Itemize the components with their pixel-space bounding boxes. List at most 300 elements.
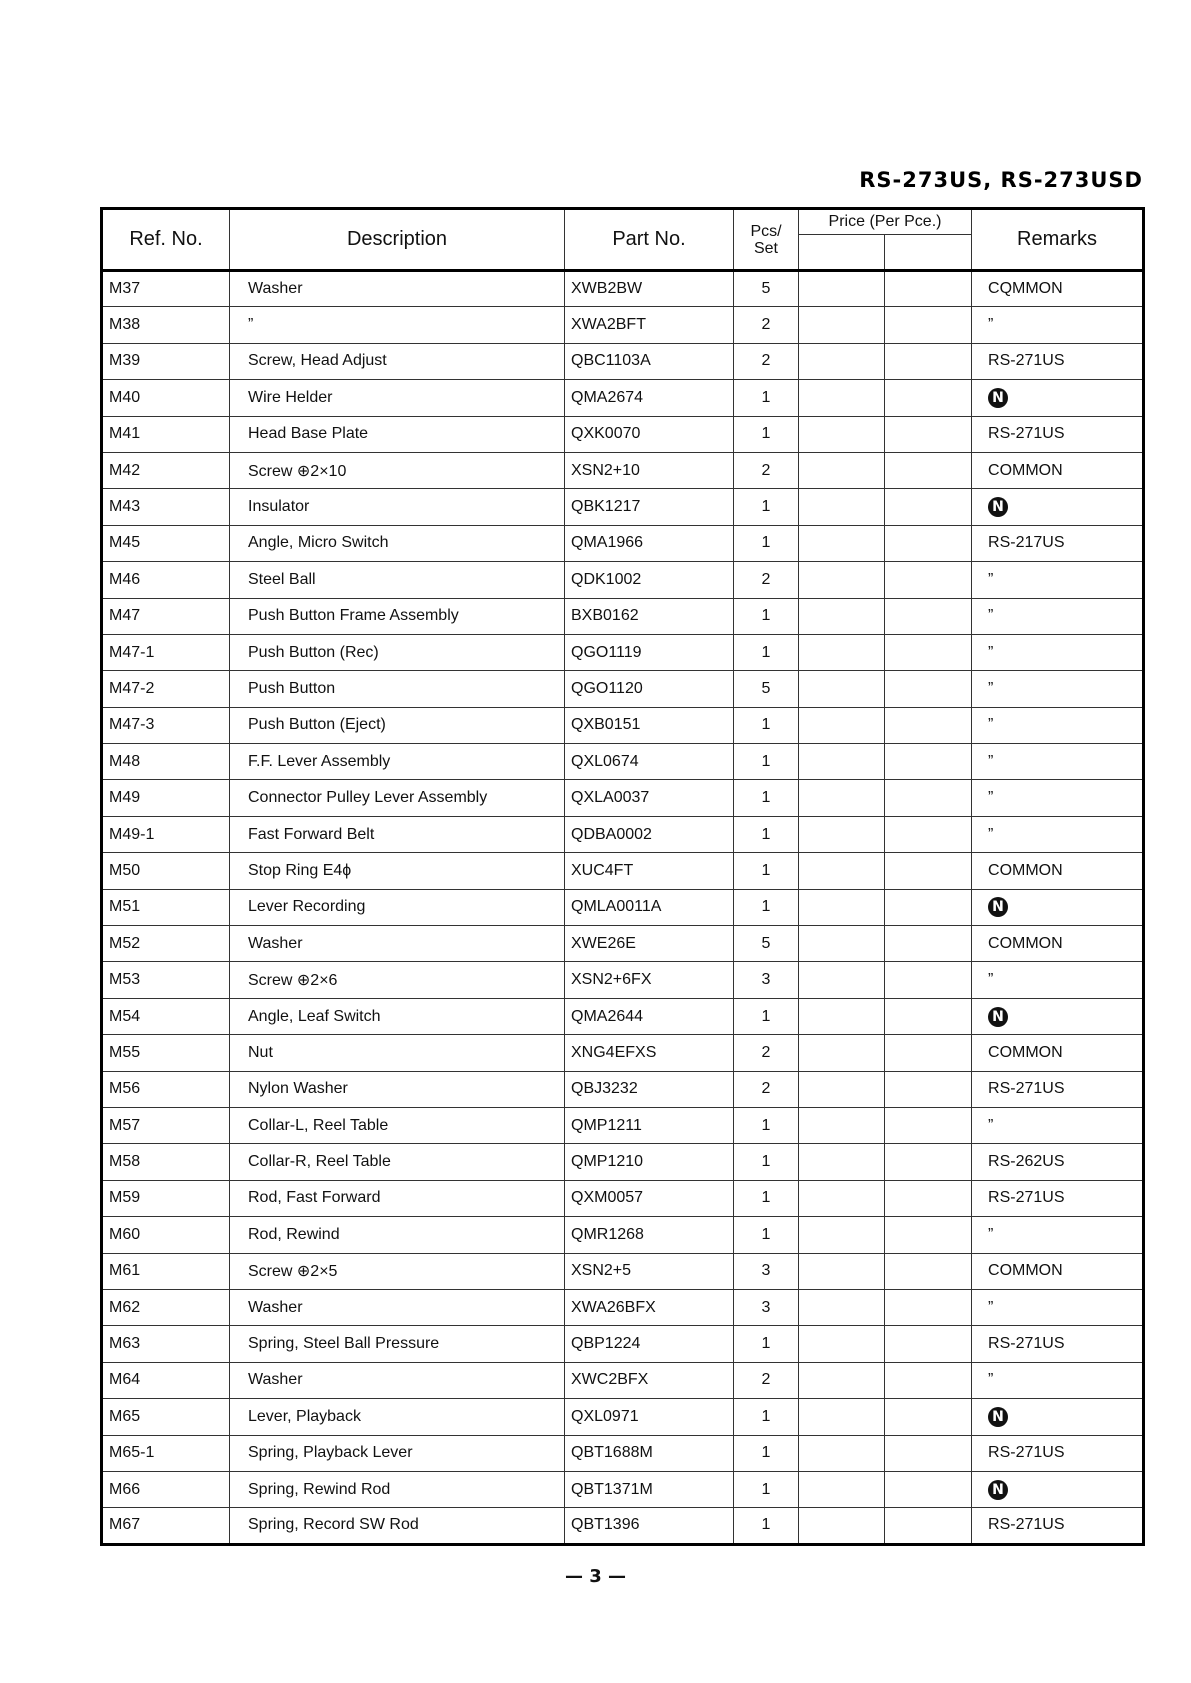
qty-cell: 3 — [734, 1253, 799, 1289]
ref-cell: M46 — [102, 562, 230, 598]
remarks-cell: RS-271US — [972, 1326, 1144, 1362]
qty-cell: 3 — [734, 1289, 799, 1325]
remarks-cell: COMMON — [972, 853, 1144, 889]
part-no-cell: QBP1224 — [565, 1326, 734, 1362]
ref-cell: M48 — [102, 744, 230, 780]
table-row — [102, 1326, 1144, 1362]
price-cell — [799, 416, 885, 452]
description-cell: Nylon Washer — [230, 1071, 565, 1107]
part-no-cell: QMR1268 — [565, 1217, 734, 1253]
price-cell — [799, 962, 885, 998]
price-cell — [885, 780, 972, 816]
remarks-cell: ” — [972, 1107, 1144, 1143]
description-cell: F.F. Lever Assembly — [230, 744, 565, 780]
table-row — [102, 1217, 1144, 1253]
table-row — [102, 598, 1144, 634]
model-title: RS-273US, RS-273USD — [859, 168, 1143, 192]
ref-cell: M67 — [102, 1508, 230, 1544]
price-cell — [885, 307, 972, 343]
description-cell: Nut — [230, 1035, 565, 1071]
ref-cell: M45 — [102, 525, 230, 561]
part-no-cell: QGO1120 — [565, 671, 734, 707]
price-cell — [799, 343, 885, 379]
part-no-cell: XSN2+6FX — [565, 962, 734, 998]
table-row — [102, 1180, 1144, 1216]
remarks-cell: CQMMON — [972, 271, 1144, 307]
table-row — [102, 1435, 1144, 1471]
ref-cell: M40 — [102, 380, 230, 416]
table-row — [102, 525, 1144, 561]
description-cell: Screw, Head Adjust — [230, 343, 565, 379]
description-cell: Lever, Playback — [230, 1399, 565, 1435]
part-no-cell: QXL0674 — [565, 744, 734, 780]
header-pcs-set — [734, 209, 799, 271]
ref-cell: M47-2 — [102, 671, 230, 707]
price-cell — [799, 1144, 885, 1180]
qty-cell: 1 — [734, 889, 799, 925]
qty-cell: 1 — [734, 744, 799, 780]
qty-cell: 1 — [734, 998, 799, 1034]
remarks-cell — [972, 1399, 1144, 1435]
price-cell — [885, 489, 972, 525]
part-no-cell: XSN2+10 — [565, 452, 734, 488]
description-cell: Angle, Leaf Switch — [230, 998, 565, 1034]
price-cell — [885, 1471, 972, 1507]
price-cell — [799, 1071, 885, 1107]
remarks-cell: RS-271US — [972, 343, 1144, 379]
table-row — [102, 416, 1144, 452]
price-cell — [799, 1508, 885, 1544]
part-no-cell: QMA2644 — [565, 998, 734, 1034]
remarks-cell: ” — [972, 307, 1144, 343]
page-number: — 3 — — [564, 1566, 627, 1587]
table-row — [102, 1071, 1144, 1107]
description-cell: Push Button (Eject) — [230, 707, 565, 743]
qty-cell: 5 — [734, 926, 799, 962]
header-set: Set — [753, 239, 778, 257]
description-cell: Washer — [230, 271, 565, 307]
description-cell: Angle, Micro Switch — [230, 525, 565, 561]
table-row — [102, 780, 1144, 816]
table-row — [102, 452, 1144, 488]
qty-cell: 2 — [734, 307, 799, 343]
qty-cell: 1 — [734, 416, 799, 452]
ref-cell: M47-1 — [102, 634, 230, 670]
table-row — [102, 962, 1144, 998]
part-no-cell: QDBA0002 — [565, 816, 734, 852]
table-row — [102, 707, 1144, 743]
remarks-cell: ” — [972, 598, 1144, 634]
ref-cell: M43 — [102, 489, 230, 525]
remarks-cell: ” — [972, 562, 1144, 598]
price-cell — [885, 816, 972, 852]
parts-table — [100, 207, 1145, 1546]
part-no-cell: QBT1396 — [565, 1508, 734, 1544]
description-cell: Head Base Plate — [230, 416, 565, 452]
price-cell — [885, 744, 972, 780]
price-cell — [885, 1107, 972, 1143]
part-no-cell: QMA2674 — [565, 380, 734, 416]
ref-cell: M55 — [102, 1035, 230, 1071]
qty-cell: 2 — [734, 562, 799, 598]
table-row — [102, 744, 1144, 780]
price-cell — [799, 1253, 885, 1289]
description-cell: ” — [230, 307, 565, 343]
price-cell — [799, 598, 885, 634]
remarks-cell: RS-271US — [972, 1435, 1144, 1471]
price-cell — [799, 707, 885, 743]
price-cell — [885, 634, 972, 670]
qty-cell: 2 — [734, 1035, 799, 1071]
qty-cell: 2 — [734, 1362, 799, 1398]
remarks-cell: ” — [972, 707, 1144, 743]
description-cell: Screw ⊕2×5 — [230, 1253, 565, 1289]
ref-cell: M62 — [102, 1289, 230, 1325]
description-cell: Insulator — [230, 489, 565, 525]
price-cell — [885, 1071, 972, 1107]
description-cell: Rod, Rewind — [230, 1217, 565, 1253]
part-no-cell: XWB2BW — [565, 271, 734, 307]
price-cell — [885, 343, 972, 379]
remarks-cell: ” — [972, 1362, 1144, 1398]
price-cell — [799, 1035, 885, 1071]
part-no-cell: QXK0070 — [565, 416, 734, 452]
remarks-cell — [972, 1471, 1144, 1507]
header-description: Description — [230, 209, 565, 271]
qty-cell: 1 — [734, 816, 799, 852]
remarks-cell: ” — [972, 1217, 1144, 1253]
description-cell: Push Button (Rec) — [230, 634, 565, 670]
remarks-cell: ” — [972, 744, 1144, 780]
ref-cell: M57 — [102, 1107, 230, 1143]
table-row — [102, 853, 1144, 889]
table-row — [102, 1253, 1144, 1289]
part-no-cell: QMP1211 — [565, 1107, 734, 1143]
table-row — [102, 380, 1144, 416]
part-no-cell: QBK1217 — [565, 489, 734, 525]
description-cell: Lever Recording — [230, 889, 565, 925]
qty-cell: 1 — [734, 634, 799, 670]
remarks-cell: ” — [972, 962, 1144, 998]
part-no-cell: QXB0151 — [565, 707, 734, 743]
qty-cell: 1 — [734, 1471, 799, 1507]
qty-cell: 1 — [734, 1326, 799, 1362]
description-cell: Collar-R, Reel Table — [230, 1144, 565, 1180]
remarks-cell: COMMON — [972, 1253, 1144, 1289]
price-cell — [799, 1180, 885, 1216]
qty-cell: 1 — [734, 1399, 799, 1435]
qty-cell: 3 — [734, 962, 799, 998]
ref-cell: M66 — [102, 1471, 230, 1507]
remarks-cell: COMMON — [972, 926, 1144, 962]
part-no-cell: BXB0162 — [565, 598, 734, 634]
part-no-cell: QMLA0011A — [565, 889, 734, 925]
part-no-cell: QBC1103A — [565, 343, 734, 379]
price-cell — [885, 1435, 972, 1471]
part-no-cell: QXLA0037 — [565, 780, 734, 816]
header-price: Price (Per Pce.) — [799, 209, 972, 235]
part-no-cell: QBT1688M — [565, 1435, 734, 1471]
description-cell: Push Button — [230, 671, 565, 707]
price-cell — [885, 452, 972, 488]
table-row — [102, 562, 1144, 598]
description-cell: Screw ⊕2×10 — [230, 452, 565, 488]
remarks-cell: RS-271US — [972, 1071, 1144, 1107]
new-part-badge-icon: N — [988, 388, 1008, 408]
header-price-sub-2 — [885, 235, 972, 271]
qty-cell: 1 — [734, 1107, 799, 1143]
header-price-sub-1 — [799, 235, 885, 271]
remarks-cell: RS-271US — [972, 416, 1144, 452]
part-no-cell: QXM0057 — [565, 1180, 734, 1216]
table-row — [102, 816, 1144, 852]
qty-cell: 1 — [734, 1217, 799, 1253]
qty-cell: 1 — [734, 707, 799, 743]
remarks-cell: RS-271US — [972, 1180, 1144, 1216]
part-no-cell: QGO1119 — [565, 634, 734, 670]
description-cell: Rod, Fast Forward — [230, 1180, 565, 1216]
price-cell — [799, 489, 885, 525]
part-no-cell: XWE26E — [565, 926, 734, 962]
price-cell — [799, 525, 885, 561]
ref-cell: M53 — [102, 962, 230, 998]
ref-cell: M42 — [102, 452, 230, 488]
qty-cell: 1 — [734, 598, 799, 634]
ref-cell: M60 — [102, 1217, 230, 1253]
header-ref: Ref. No. — [102, 209, 230, 271]
new-part-badge-icon: N — [988, 897, 1008, 917]
ref-cell: M56 — [102, 1071, 230, 1107]
price-cell — [885, 1253, 972, 1289]
ref-cell: M54 — [102, 998, 230, 1034]
ref-cell: M38 — [102, 307, 230, 343]
price-cell — [799, 1107, 885, 1143]
price-cell — [885, 1289, 972, 1325]
part-no-cell: QMP1210 — [565, 1144, 734, 1180]
price-cell — [799, 998, 885, 1034]
ref-cell: M47-3 — [102, 707, 230, 743]
table-row — [102, 1035, 1144, 1071]
remarks-cell: ” — [972, 816, 1144, 852]
price-cell — [799, 1362, 885, 1398]
qty-cell: 1 — [734, 1180, 799, 1216]
price-cell — [885, 1508, 972, 1544]
table-row — [102, 489, 1144, 525]
ref-cell: M47 — [102, 598, 230, 634]
qty-cell: 1 — [734, 1508, 799, 1544]
qty-cell: 5 — [734, 271, 799, 307]
table-row — [102, 634, 1144, 670]
remarks-cell — [972, 380, 1144, 416]
description-cell: Fast Forward Belt — [230, 816, 565, 852]
price-cell — [885, 416, 972, 452]
ref-cell: M49 — [102, 780, 230, 816]
qty-cell: 1 — [734, 1435, 799, 1471]
ref-cell: M37 — [102, 271, 230, 307]
part-no-cell: XSN2+5 — [565, 1253, 734, 1289]
description-cell: Push Button Frame Assembly — [230, 598, 565, 634]
description-cell: Screw ⊕2×6 — [230, 962, 565, 998]
description-cell: Connector Pulley Lever Assembly — [230, 780, 565, 816]
description-cell: Spring, Steel Ball Pressure — [230, 1326, 565, 1362]
ref-cell: M65 — [102, 1399, 230, 1435]
price-cell — [885, 853, 972, 889]
table-row — [102, 343, 1144, 379]
table-row — [102, 998, 1144, 1034]
qty-cell: 1 — [734, 780, 799, 816]
price-cell — [799, 1326, 885, 1362]
price-cell — [799, 562, 885, 598]
ref-cell: M58 — [102, 1144, 230, 1180]
header-part-no: Part No. — [565, 209, 734, 271]
price-cell — [885, 671, 972, 707]
price-cell — [885, 962, 972, 998]
price-cell — [885, 998, 972, 1034]
parts-rows — [102, 271, 1144, 1545]
remarks-cell: ” — [972, 634, 1144, 670]
new-part-badge-icon: N — [988, 1007, 1008, 1027]
price-cell — [885, 525, 972, 561]
qty-cell: 2 — [734, 1071, 799, 1107]
description-cell: Spring, Record SW Rod — [230, 1508, 565, 1544]
table-row — [102, 1107, 1144, 1143]
price-cell — [885, 926, 972, 962]
price-cell — [885, 1144, 972, 1180]
table-row — [102, 1471, 1144, 1507]
remarks-cell: RS-262US — [972, 1144, 1144, 1180]
price-cell — [799, 271, 885, 307]
description-cell: Collar-L, Reel Table — [230, 1107, 565, 1143]
header-pcs: Pcs/ — [750, 222, 782, 240]
price-cell — [799, 780, 885, 816]
ref-cell: M51 — [102, 889, 230, 925]
price-cell — [799, 1217, 885, 1253]
description-cell: Washer — [230, 1362, 565, 1398]
ref-cell: M50 — [102, 853, 230, 889]
price-cell — [885, 1217, 972, 1253]
price-cell — [885, 1362, 972, 1398]
ref-cell: M64 — [102, 1362, 230, 1398]
price-cell — [885, 1326, 972, 1362]
price-cell — [799, 1435, 885, 1471]
ref-cell: M65-1 — [102, 1435, 230, 1471]
description-cell: Spring, Rewind Rod — [230, 1471, 565, 1507]
remarks-cell: COMMON — [972, 1035, 1144, 1071]
table-row — [102, 1399, 1144, 1435]
qty-cell: 1 — [734, 525, 799, 561]
remarks-cell: COMMON — [972, 452, 1144, 488]
price-cell — [799, 744, 885, 780]
part-no-cell: QBJ3232 — [565, 1071, 734, 1107]
price-cell — [885, 271, 972, 307]
price-cell — [885, 562, 972, 598]
price-cell — [885, 598, 972, 634]
header-remarks: Remarks — [972, 209, 1144, 271]
price-cell — [799, 889, 885, 925]
price-cell — [799, 1399, 885, 1435]
price-cell — [799, 1289, 885, 1325]
table-row — [102, 1289, 1144, 1325]
price-cell — [885, 889, 972, 925]
new-part-badge-icon: N — [988, 1407, 1008, 1427]
remarks-cell: ” — [972, 780, 1144, 816]
table-row — [102, 926, 1144, 962]
price-cell — [799, 926, 885, 962]
ref-cell: M59 — [102, 1180, 230, 1216]
price-cell — [885, 1399, 972, 1435]
new-part-badge-icon: N — [988, 1480, 1008, 1500]
ref-cell: M63 — [102, 1326, 230, 1362]
remarks-cell — [972, 889, 1144, 925]
part-no-cell: XNG4EFXS — [565, 1035, 734, 1071]
qty-cell: 2 — [734, 343, 799, 379]
part-no-cell: XUC4FT — [565, 853, 734, 889]
ref-cell: M52 — [102, 926, 230, 962]
table-row — [102, 1144, 1144, 1180]
qty-cell: 1 — [734, 1144, 799, 1180]
remarks-cell: RS-271US — [972, 1508, 1144, 1544]
part-no-cell: XWA2BFT — [565, 307, 734, 343]
part-no-cell: QDK1002 — [565, 562, 734, 598]
ref-cell: M41 — [102, 416, 230, 452]
qty-cell: 1 — [734, 489, 799, 525]
table-row — [102, 307, 1144, 343]
part-no-cell: XWC2BFX — [565, 1362, 734, 1398]
ref-cell: M39 — [102, 343, 230, 379]
price-cell — [799, 853, 885, 889]
table-row — [102, 889, 1144, 925]
price-cell — [885, 1035, 972, 1071]
remarks-cell: RS-217US — [972, 525, 1144, 561]
price-cell — [799, 380, 885, 416]
price-cell — [799, 634, 885, 670]
description-cell: Washer — [230, 1289, 565, 1325]
price-cell — [799, 452, 885, 488]
remarks-cell — [972, 998, 1144, 1034]
price-cell — [799, 816, 885, 852]
table-row — [102, 271, 1144, 307]
part-no-cell: QXL0971 — [565, 1399, 734, 1435]
table-row — [102, 1508, 1144, 1544]
description-cell: Washer — [230, 926, 565, 962]
part-no-cell: XWA26BFX — [565, 1289, 734, 1325]
ref-cell: M61 — [102, 1253, 230, 1289]
price-cell — [799, 1471, 885, 1507]
table-row — [102, 671, 1144, 707]
part-no-cell: QBT1371M — [565, 1471, 734, 1507]
description-cell: Steel Ball — [230, 562, 565, 598]
price-cell — [885, 380, 972, 416]
price-cell — [885, 1180, 972, 1216]
qty-cell: 1 — [734, 853, 799, 889]
remarks-cell: ” — [972, 1289, 1144, 1325]
price-cell — [799, 671, 885, 707]
description-cell: Spring, Playback Lever — [230, 1435, 565, 1471]
remarks-cell: ” — [972, 671, 1144, 707]
qty-cell: 2 — [734, 452, 799, 488]
price-cell — [799, 307, 885, 343]
remarks-cell — [972, 489, 1144, 525]
new-part-badge-icon: N — [988, 497, 1008, 517]
description-cell: Wire Helder — [230, 380, 565, 416]
qty-cell: 1 — [734, 380, 799, 416]
table-row — [102, 1362, 1144, 1398]
description-cell: Stop Ring E4ϕ — [230, 853, 565, 889]
qty-cell: 5 — [734, 671, 799, 707]
ref-cell: M49-1 — [102, 816, 230, 852]
part-no-cell: QMA1966 — [565, 525, 734, 561]
price-cell — [885, 707, 972, 743]
